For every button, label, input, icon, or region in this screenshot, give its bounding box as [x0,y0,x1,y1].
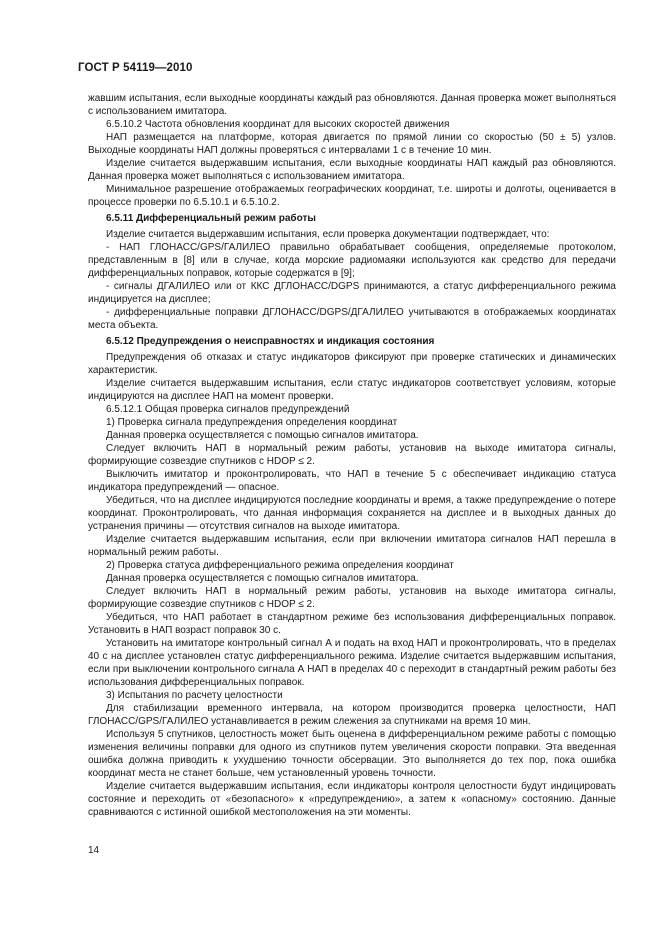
paragraph: жавшим испытания, если выходные координаты каждый раз обновляются. Данная проверка может выполняться с использованием имитатора. [88,93,616,117]
list-item: - сигналы ДГАЛИЛЕО или от ККС ДГЛОНАСС/DGPS принимаются, а статус дифференциального режима индицируется на дисплее; [88,281,616,305]
paragraph: Изделие считается выдержавшим испытания, если при включении имитатора сигналов НАП перешла в нормальный режим работы. [88,534,616,558]
paragraph: Изделие считается выдержавшим испытания, если индикаторы контроля целостности будут индицировать состояние и переходить от «безопасного» к «предупреждению», а затем к «опасному» состоянию. Данные сравниваются с истинной ошибкой местоположения на эти моменты. [88,781,616,818]
paragraph: НАП размещается на платформе, которая двигается по прямой линии со скоростью (50 ± 5) узлов. Выходные координаты НАП должны проверяться с интервалами 1 с в течение 10 мин. [88,132,616,156]
numbered-item: 3) Испытания по расчету целостности [106,690,283,701]
paragraph: Используя 5 спутников, целостность может быть оценена в дифференциальном режиме работы с помощью изменения величины поправки для одного из спутников путем увеличения скорости поправки. Эта введенная ошибка должна приводить к ухудшению точности обсервации. Это выполняется до тех пор, пока ошибка координат места не станет больше, чем установленный уровень точности. [88,729,616,779]
subsection-heading: 6.5.12.1 Общая проверка сигналов предупреждений [106,404,350,415]
paragraph: Данная проверка осуществляется с помощью сигналов имитатора. [106,573,419,584]
list-item: - дифференциальные поправки ДГЛОНАСС/DGPS/ДГАЛИЛЕО учитываются в отображаемых координатах места объекта. [88,307,616,331]
paragraph: Следует включить НАП в нормальный режим работы, установив на выходе имитатора сигналы, формирующие созвездие спутников с HDOP ≤ 2. [88,443,616,467]
page-number: 14 [88,845,100,856]
paragraph: Для стабилизации временного интервала, на котором производится проверка целостности, НАП ГЛОНАСС/GPS/ГАЛИЛЕО устанавливается в режим слежения за спутниками на время 10 мин. [88,703,616,727]
paragraph: Изделие считается выдержавшим испытания, если статус индикаторов соответствует условиям, которые индицируются на дисплее НАП на момент проверки. [88,378,616,402]
list-item: - НАП ГЛОНАСС/GPS/ГАЛИЛЕО правильно обрабатывает сообщения, определяемые протоколом, представленным в [8] или в случае, когда морские радиомаяки используются как средство для передачи дифференциальных поправок, которые содержатся в [9]; [88,242,616,279]
paragraph: Убедиться, что на дисплее индицируются последние координаты и время, а также предупреждение о потере координат. Проконтролировать, что данная информация сохраняется на дисплее и в выходных данных до устранения причины — отсутствия сигналов на выходе имитатора. [88,495,616,532]
paragraph: Изделие считается выдержавшим испытания, если выходные координаты НАП каждый раз обновляются. Данная проверка может выполняться с использованием имитатора. [88,158,616,182]
subsection-heading: 6.5.10.2 Частота обновления координат для высоких скоростей движения [106,119,450,130]
section-heading: 6.5.11 Дифференциальный режим работы [106,213,316,224]
numbered-item: 1) Проверка сигнала предупреждения определения координат [106,417,398,428]
paragraph: Изделие считается выдержавшим испытания, если проверка документации подтверждает, что: [106,229,550,240]
paragraph: Выключить имитатор и проконтролировать, что НАП в течение 5 с обеспечивает индикацию статуса индикатора предупреждений — опасное. [88,469,616,493]
paragraph: Данная проверка осуществляется с помощью сигналов имитатора. [106,430,419,441]
numbered-item: 2) Проверка статуса дифференциального режима определения координат [106,560,454,571]
paragraph: Установить на имитаторе контрольный сигнал А и подать на вход НАП и проконтролировать, что в пределах 40 с на дисплее установлен статус дифференциального режима. Изделие считается выдержавшим испытания, если при выключении контрольного сигнала А НАП в пределах 40 с переходит в стандартный режим работы без использования дифференциальных поправок. [88,638,616,688]
paragraph: Предупреждения об отказах и статус индикаторов фиксируют при проверке статических и динамических характеристик. [88,352,616,376]
paragraph: Следует включить НАП в нормальный режим работы, установив на выходе имитатора сигналы, формирующие созвездие спутников с HDOP ≤ 2. [88,586,616,610]
paragraph: Убедиться, что НАП работает в стандартном режиме без использования дифференциальных поправок. Установить в НАП возраст поправок 30 с. [88,612,616,636]
document-body [88,92,616,819]
paragraph: Минимальное разрешение отображаемых географических координат, т.е. широты и долготы, оценивается в процессе проверки по 6.5.10.1 и 6.5.10.2. [88,184,616,208]
document-header: ГОСТ Р 54119—2010 [78,62,193,74]
section-heading: 6.5.12 Предупреждения о неисправностях и индикация состояния [106,336,435,347]
